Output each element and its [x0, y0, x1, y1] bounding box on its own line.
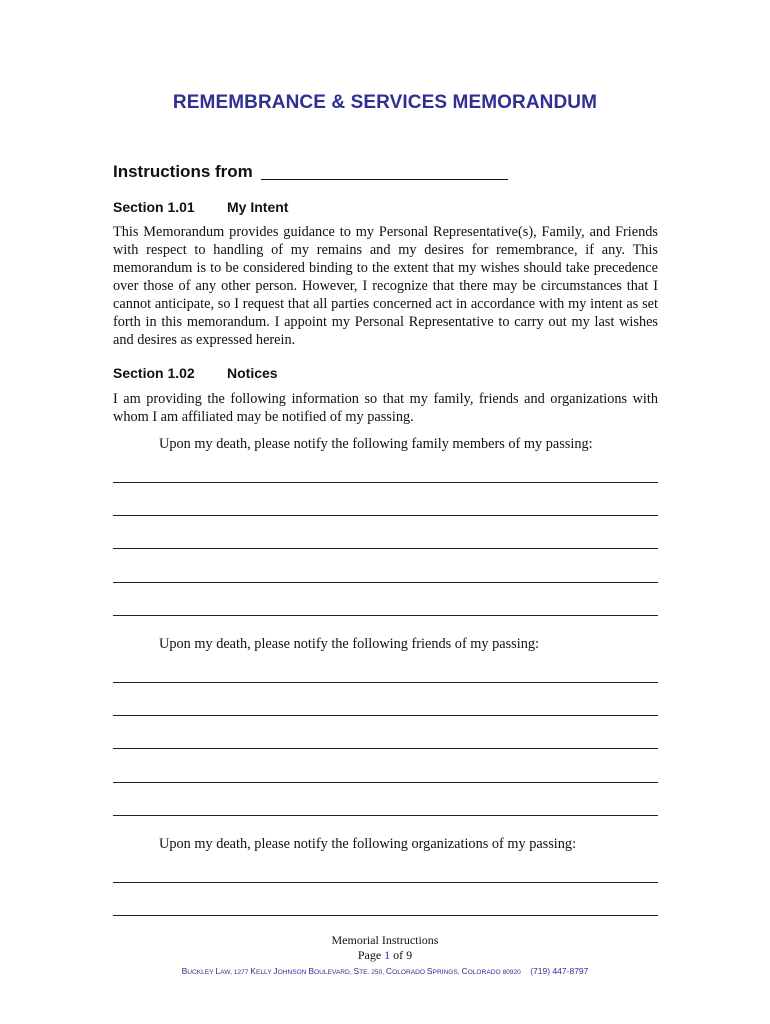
friends-line-3[interactable] — [113, 748, 658, 749]
family-line-5[interactable] — [113, 615, 658, 616]
organizations-line-2[interactable] — [113, 915, 658, 916]
section-1-name: My Intent — [227, 199, 289, 215]
friends-prompt: Upon my death, please notify the following friends of my passing: — [159, 636, 539, 652]
instructions-name-blank[interactable] — [261, 179, 508, 180]
family-line-3[interactable] — [113, 548, 658, 549]
document-title: REMEMBRANCE & SERVICES MEMORANDUM — [172, 92, 598, 113]
page-prefix: Page — [357, 948, 382, 962]
footer-address: BUCKLEY LAW, 1277 KELLY JOHNSON BOULEVARD, STE. 250, COLORADO SPRINGS, COLORADO 80920 (719) 447-8797 — [181, 966, 589, 976]
section-2-number: Section 1.02 — [113, 365, 195, 381]
section-1-body: This Memorandum provides guidance to my Personal Representative(s), Family, and Friends with respect to handling of my remains and my desires for remembrance, if any. This memorandum is to be considered binding to the extent that my wishes should take precedence over those of any other person. However, I recognize that there may be circumstances that I cannot anticipate, so I request that all parties concerned act in accordance with my intent as set forth in this memorandum. I appoint my Personal Representative to carry out my last wishes and desires as expressed herein. — [113, 224, 658, 348]
section-2-body: I am providing the following information so that my family, friends and organizations with whom I am affiliated may be notified of my passing. — [113, 391, 658, 425]
friends-line-5[interactable] — [113, 815, 658, 816]
instructions-from-row — [113, 162, 673, 186]
family-line-4[interactable] — [113, 582, 658, 583]
family-prompt: Upon my death, please notify the following family members of my passing: — [159, 436, 593, 452]
page-current: 1 — [384, 948, 391, 962]
page-total: of 9 — [393, 948, 413, 962]
friends-line-2[interactable] — [113, 715, 658, 716]
family-line-2[interactable] — [113, 515, 658, 516]
friends-line-1[interactable] — [113, 682, 658, 683]
section-2-name: Notices — [227, 365, 278, 381]
organizations-prompt: Upon my death, please notify the following organizations of my passing: — [159, 836, 577, 852]
section-1-number: Section 1.01 — [113, 199, 195, 215]
friends-line-4[interactable] — [113, 782, 658, 783]
footer-document-title: Memorial Instructions — [331, 933, 439, 947]
organizations-line-1[interactable] — [113, 882, 658, 883]
family-line-1[interactable] — [113, 482, 658, 483]
footer-page-number — [0, 948, 770, 963]
instructions-label: Instructions from — [113, 162, 253, 181]
footer-phone: (719) 447-8797 — [530, 966, 589, 976]
